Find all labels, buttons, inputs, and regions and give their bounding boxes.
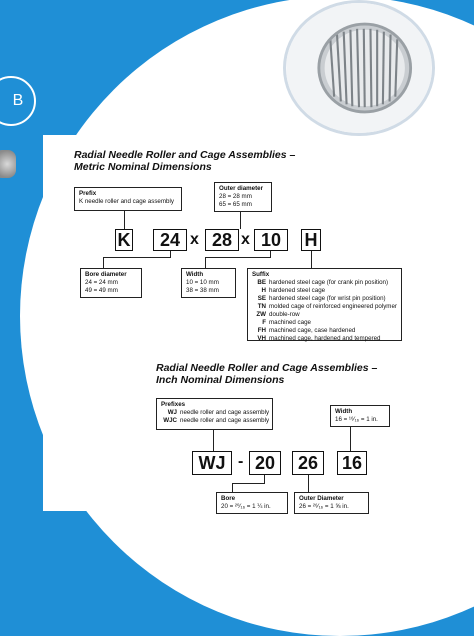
outer-diameter-box: [214, 182, 272, 212]
suffix-code: BE: [257, 279, 266, 286]
connector-line: [311, 251, 312, 268]
inch-bore-line: 20 = ²⁰⁄₁₆ = 1 ¼ in.: [221, 503, 271, 510]
connector-line: [103, 257, 104, 268]
suffix-code: TN: [257, 303, 266, 310]
metric-sep-1: x: [190, 231, 199, 248]
inch-heading-line2: Inch Nominal Dimensions: [156, 374, 285, 386]
suffix-code: H: [261, 287, 266, 294]
metric-heading-line2: Metric Nominal Dimensions: [74, 161, 212, 173]
metric-code-width: 10: [254, 229, 288, 251]
inch-heading-line1: Radial Needle Roller and Cage Assemblies –: [156, 362, 378, 374]
suffix-row: [252, 327, 397, 335]
prefixes-row: [161, 417, 268, 425]
inch-width-box: [330, 405, 390, 427]
bore-line-0: 24 = 24 mm: [85, 279, 118, 286]
bore-diameter-box: [80, 268, 142, 298]
prefix-desc: needle roller and cage assembly: [180, 409, 270, 416]
suffix-code: VH: [257, 335, 266, 342]
inch-code-width: 16: [337, 451, 367, 475]
prefix-code: WJ: [167, 409, 177, 416]
suffix-row: [252, 319, 397, 327]
prefix-box: [74, 187, 182, 211]
suffix-row: [252, 295, 397, 303]
suffix-code: ZW: [256, 311, 266, 318]
suffix-code: FH: [257, 327, 266, 334]
bore-title: Bore diameter: [85, 271, 127, 278]
prefix-code: WJC: [163, 417, 177, 424]
width-title: Width: [186, 271, 204, 278]
prefix-desc: K needle roller and cage assembly: [79, 198, 174, 205]
connector-line: [205, 257, 206, 268]
section-tab-letter: B: [12, 92, 24, 109]
inch-code-bore: 20: [249, 451, 281, 475]
outer-line-0: 28 = 28 mm: [219, 193, 252, 200]
suffix-desc: machined cage: [269, 319, 311, 326]
suffix-row: [252, 287, 397, 295]
suffix-row: [252, 279, 397, 287]
inch-width-title: Width: [335, 408, 353, 415]
suffix-row: [252, 335, 397, 343]
suffix-desc: hardened steel cage (for crank pin position): [269, 279, 389, 286]
connector-line: [205, 257, 271, 258]
suffix-desc: double-row: [269, 311, 300, 318]
suffix-box: [247, 268, 402, 341]
metric-code-prefix: K: [115, 229, 133, 251]
width-line-1: 38 = 38 mm: [186, 287, 219, 294]
prefixes-title: Prefixes: [161, 401, 186, 408]
suffix-desc: molded cage of reinforced engineered polymer: [269, 303, 397, 310]
metric-code-suffix: H: [301, 229, 321, 251]
suffix-desc: machined cage, hardened and tempered: [269, 335, 381, 342]
suffix-title: Suffix: [252, 271, 270, 278]
inch-outer-line: 26 = ²⁶⁄₁₆ = 1 ⅝ in.: [299, 503, 349, 510]
connector-line: [232, 483, 233, 492]
prefixes-box: [156, 398, 273, 430]
outer-title: Outer diameter: [219, 185, 264, 192]
inch-dash: -: [238, 453, 244, 470]
metric-heading-line1: Radial Needle Roller and Cage Assemblies –: [74, 149, 296, 161]
prefix-desc: needle roller and cage assembly: [180, 417, 270, 424]
width-box: [181, 268, 236, 298]
inch-outer-title: Outer Diameter: [299, 495, 344, 502]
inch-width-line: 16 = ¹⁶⁄₁₆ = 1 in.: [335, 416, 378, 423]
metric-code-bore: 24: [153, 229, 187, 251]
inch-code-outer: 26: [292, 451, 324, 475]
connector-line: [124, 211, 125, 229]
metric-section-heading: [74, 149, 295, 173]
connector-line: [240, 212, 241, 229]
suffix-row: [252, 311, 397, 319]
suffix-desc: machined cage, case hardened: [269, 327, 356, 334]
suffix-code: SE: [257, 295, 266, 302]
suffix-row: [252, 303, 397, 311]
connector-line: [232, 483, 265, 484]
prefixes-row: [161, 409, 268, 417]
prefix-title: Prefix: [79, 190, 97, 197]
bore-line-1: 49 = 49 mm: [85, 287, 118, 294]
metric-sep-2: x: [241, 231, 250, 248]
outer-line-1: 65 = 65 mm: [219, 201, 252, 208]
suffix-desc: hardened steel cage: [269, 287, 326, 294]
inch-bore-title: Bore: [221, 495, 236, 502]
bearing-thumbnail-icon: [0, 150, 16, 178]
inch-code-prefix: WJ: [192, 451, 232, 475]
needle-cage-photo: [283, 0, 435, 136]
connector-line: [308, 475, 309, 492]
connector-line: [350, 427, 351, 451]
connector-line: [213, 430, 214, 451]
metric-code-outer: 28: [205, 229, 239, 251]
inch-section-heading: [156, 362, 377, 386]
connector-line: [103, 257, 171, 258]
suffix-code: F: [262, 319, 266, 326]
suffix-desc: hardened steel cage (for wrist pin position): [269, 295, 386, 302]
width-line-0: 10 = 10 mm: [186, 279, 219, 286]
